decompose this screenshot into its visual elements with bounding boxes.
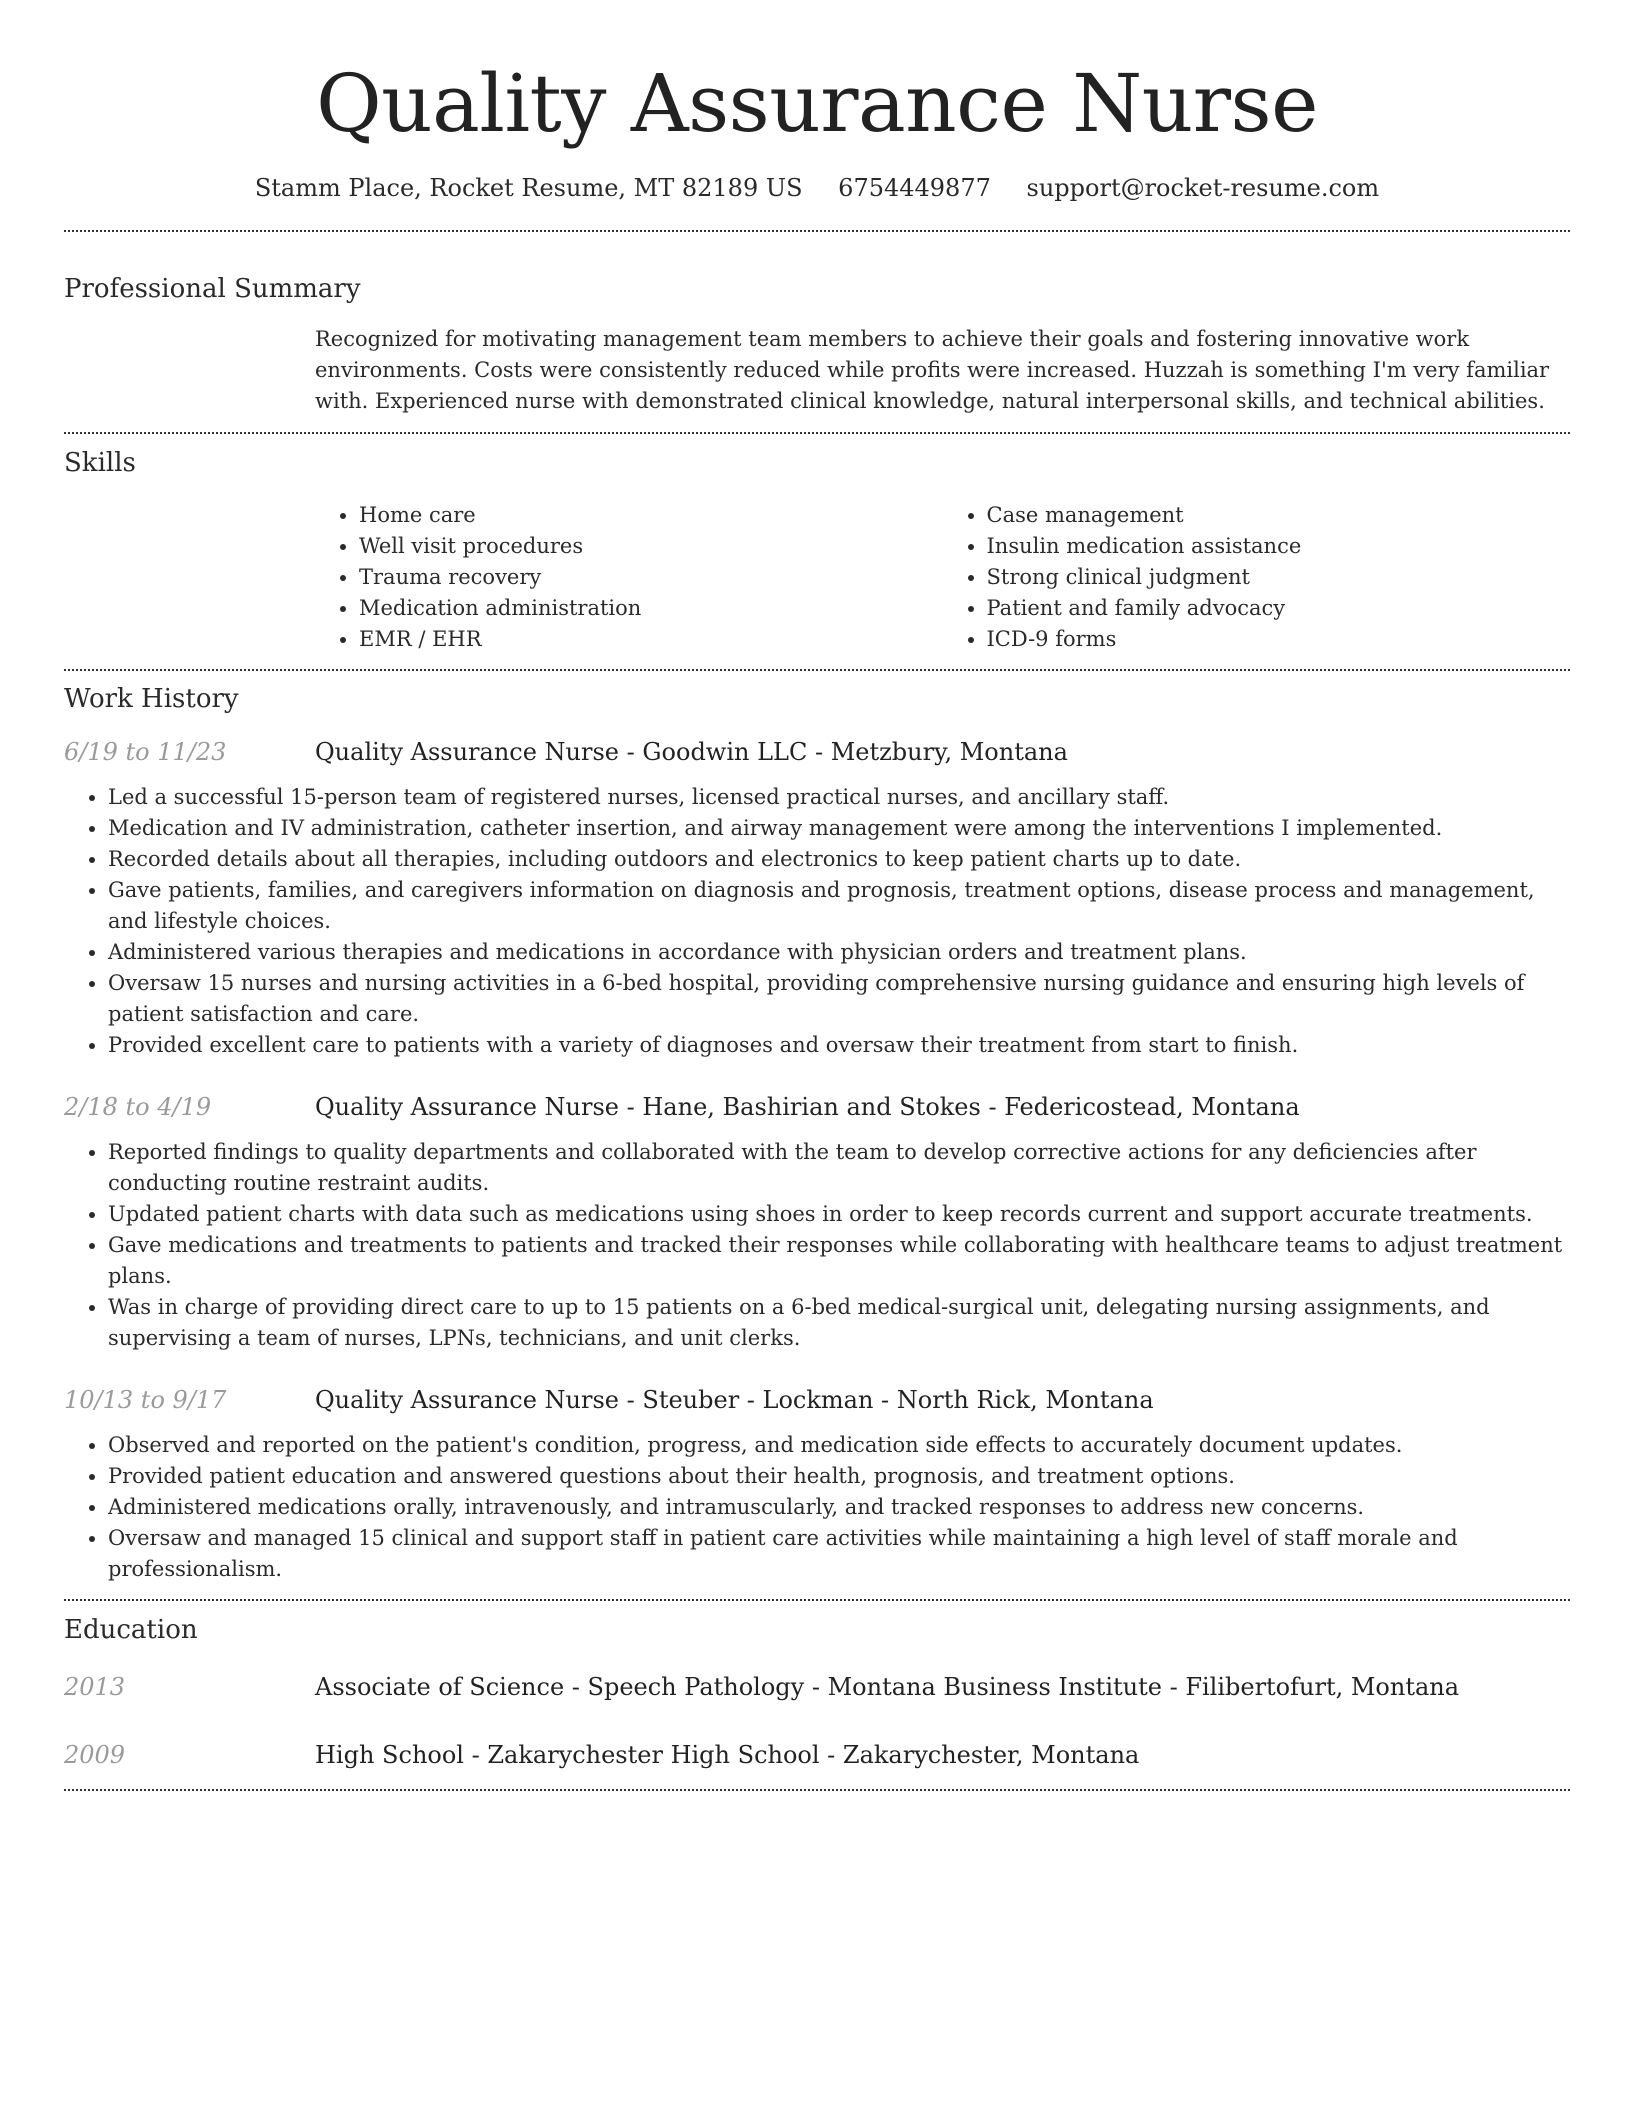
section-title-summary: Professional Summary: [64, 274, 361, 304]
divider: [64, 669, 1570, 671]
divider: [64, 1599, 1570, 1601]
skill-item: • EMR / EHR: [359, 624, 943, 655]
job-dates: 2/18 to 4/19: [64, 1093, 212, 1121]
contact-address: Stamm Place, Rocket Resume, MT 82189 US: [254, 174, 803, 202]
divider: [64, 230, 1570, 232]
job-title: Quality Assurance Nurse - Goodwin LLC - Metzbury, Montana: [315, 738, 1068, 766]
job-bullet: • Recorded details about all therapies, including outdoors and electronics to keep patient charts up to date.: [108, 844, 1570, 875]
job-bullet: • Was in charge of providing direct care to up to 15 patients on a 6-bed medical-surgical unit, delegating nursing assignments, and supervising a team of nurses, LPNs, technicians, and unit clerks.: [108, 1292, 1570, 1354]
education-entry: [64, 1671, 1570, 1703]
job-bullets: [64, 782, 1570, 1061]
skill-item: • Trauma recovery: [359, 562, 943, 593]
job-bullet: • Medication and IV administration, catheter insertion, and airway management were among the interventions I implemented.: [108, 813, 1570, 844]
job-header: [64, 1091, 1570, 1123]
section-title-work-history: Work History: [64, 684, 239, 714]
job-bullet: • Reported findings to quality departments and collaborated with the team to develop corrective actions for any deficiencies after conducting routine restraint audits.: [108, 1137, 1570, 1199]
skill-item: • Patient and family advocacy: [987, 593, 1571, 624]
job-bullet: • Observed and reported on the patient's condition, progress, and medication side effects to accurately document updates.: [108, 1430, 1570, 1461]
job-dates: 10/13 to 9/17: [64, 1386, 227, 1414]
page-title: Quality Assurance Nurse: [316, 57, 1318, 150]
job-bullets: [64, 1137, 1570, 1354]
resume-page: [64, 0, 1570, 1791]
education-text: High School - Zakarychester High School - Zakarychester, Montana: [315, 1741, 1140, 1769]
job-title: Quality Assurance Nurse - Steuber - Lockman - North Rick, Montana: [315, 1386, 1154, 1414]
skills-list: [315, 500, 1570, 655]
contact-phone: 6754449877: [838, 174, 991, 202]
section-title-skills: Skills: [64, 448, 136, 478]
skills-column-left: [315, 500, 943, 655]
contact-line: [64, 172, 1570, 204]
job-bullet: • Gave patients, families, and caregivers information on diagnosis and prognosis, treatment options, disease process and management, and lifestyle choices.: [108, 875, 1570, 937]
skill-item: • ICD-9 forms: [987, 624, 1571, 655]
divider: [64, 1789, 1570, 1791]
job-bullet: • Provided patient education and answered questions about their health, prognosis, and treatment options.: [108, 1461, 1570, 1492]
skill-item: • Well visit procedures: [359, 531, 943, 562]
contact-email: support@rocket-resume.com: [1026, 174, 1380, 202]
skill-item: • Insulin medication assistance: [987, 531, 1571, 562]
job-dates: 6/19 to 11/23: [64, 738, 227, 766]
summary-text: Recognized for motivating management team members to achieve their goals and fostering innovative work environments. Costs were consistently reduced while profits were increased. Huzzah is something I'm very familiar with. Experienced nurse with demonstrated clinical knowledge, natural interpersonal skills, and technical abilities.: [315, 327, 1550, 413]
job-header: [64, 1384, 1570, 1416]
job-bullet: • Administered various therapies and medications in accordance with physician orders and treatment plans.: [108, 937, 1570, 968]
job-bullet: • Oversaw 15 nurses and nursing activities in a 6-bed hospital, providing comprehensive nursing guidance and ensuring high levels of patient satisfaction and care.: [108, 968, 1570, 1030]
skill-item: • Strong clinical judgment: [987, 562, 1571, 593]
job-bullet: • Provided excellent care to patients with a variety of diagnoses and oversaw their treatment from start to finish.: [108, 1030, 1570, 1061]
skills-column-right: [943, 500, 1571, 655]
education-year: 2013: [64, 1673, 126, 1701]
education-text: Associate of Science - Speech Pathology - Montana Business Institute - Filibertofurt, Montana: [315, 1673, 1460, 1701]
section-title-education: Education: [64, 1615, 198, 1645]
job-bullet: • Updated patient charts with data such as medications using shoes in order to keep records current and support accurate treatments.: [108, 1199, 1570, 1230]
job-entry: [64, 1091, 1570, 1354]
skill-item: • Case management: [987, 500, 1571, 531]
divider: [64, 432, 1570, 434]
education-entry: [64, 1739, 1570, 1771]
job-header: [64, 736, 1570, 768]
job-entry: [64, 736, 1570, 1061]
job-bullet: • Led a successful 15-person team of registered nurses, licensed practical nurses, and ancillary staff.: [108, 782, 1570, 813]
job-bullet: • Oversaw and managed 15 clinical and support staff in patient care activities while maintaining a high level of staff morale and professionalism.: [108, 1523, 1570, 1585]
job-title: Quality Assurance Nurse - Hane, Bashirian and Stokes - Federicostead, Montana: [315, 1093, 1300, 1121]
education-year: 2009: [64, 1741, 126, 1769]
job-bullets: [64, 1430, 1570, 1585]
skill-item: • Home care: [359, 500, 943, 531]
job-bullet: • Administered medications orally, intravenously, and intramuscularly, and tracked responses to address new concerns.: [108, 1492, 1570, 1523]
skill-item: • Medication administration: [359, 593, 943, 624]
job-entry: [64, 1384, 1570, 1585]
job-bullet: • Gave medications and treatments to patients and tracked their responses while collaborating with healthcare teams to adjust treatment plans.: [108, 1230, 1570, 1292]
